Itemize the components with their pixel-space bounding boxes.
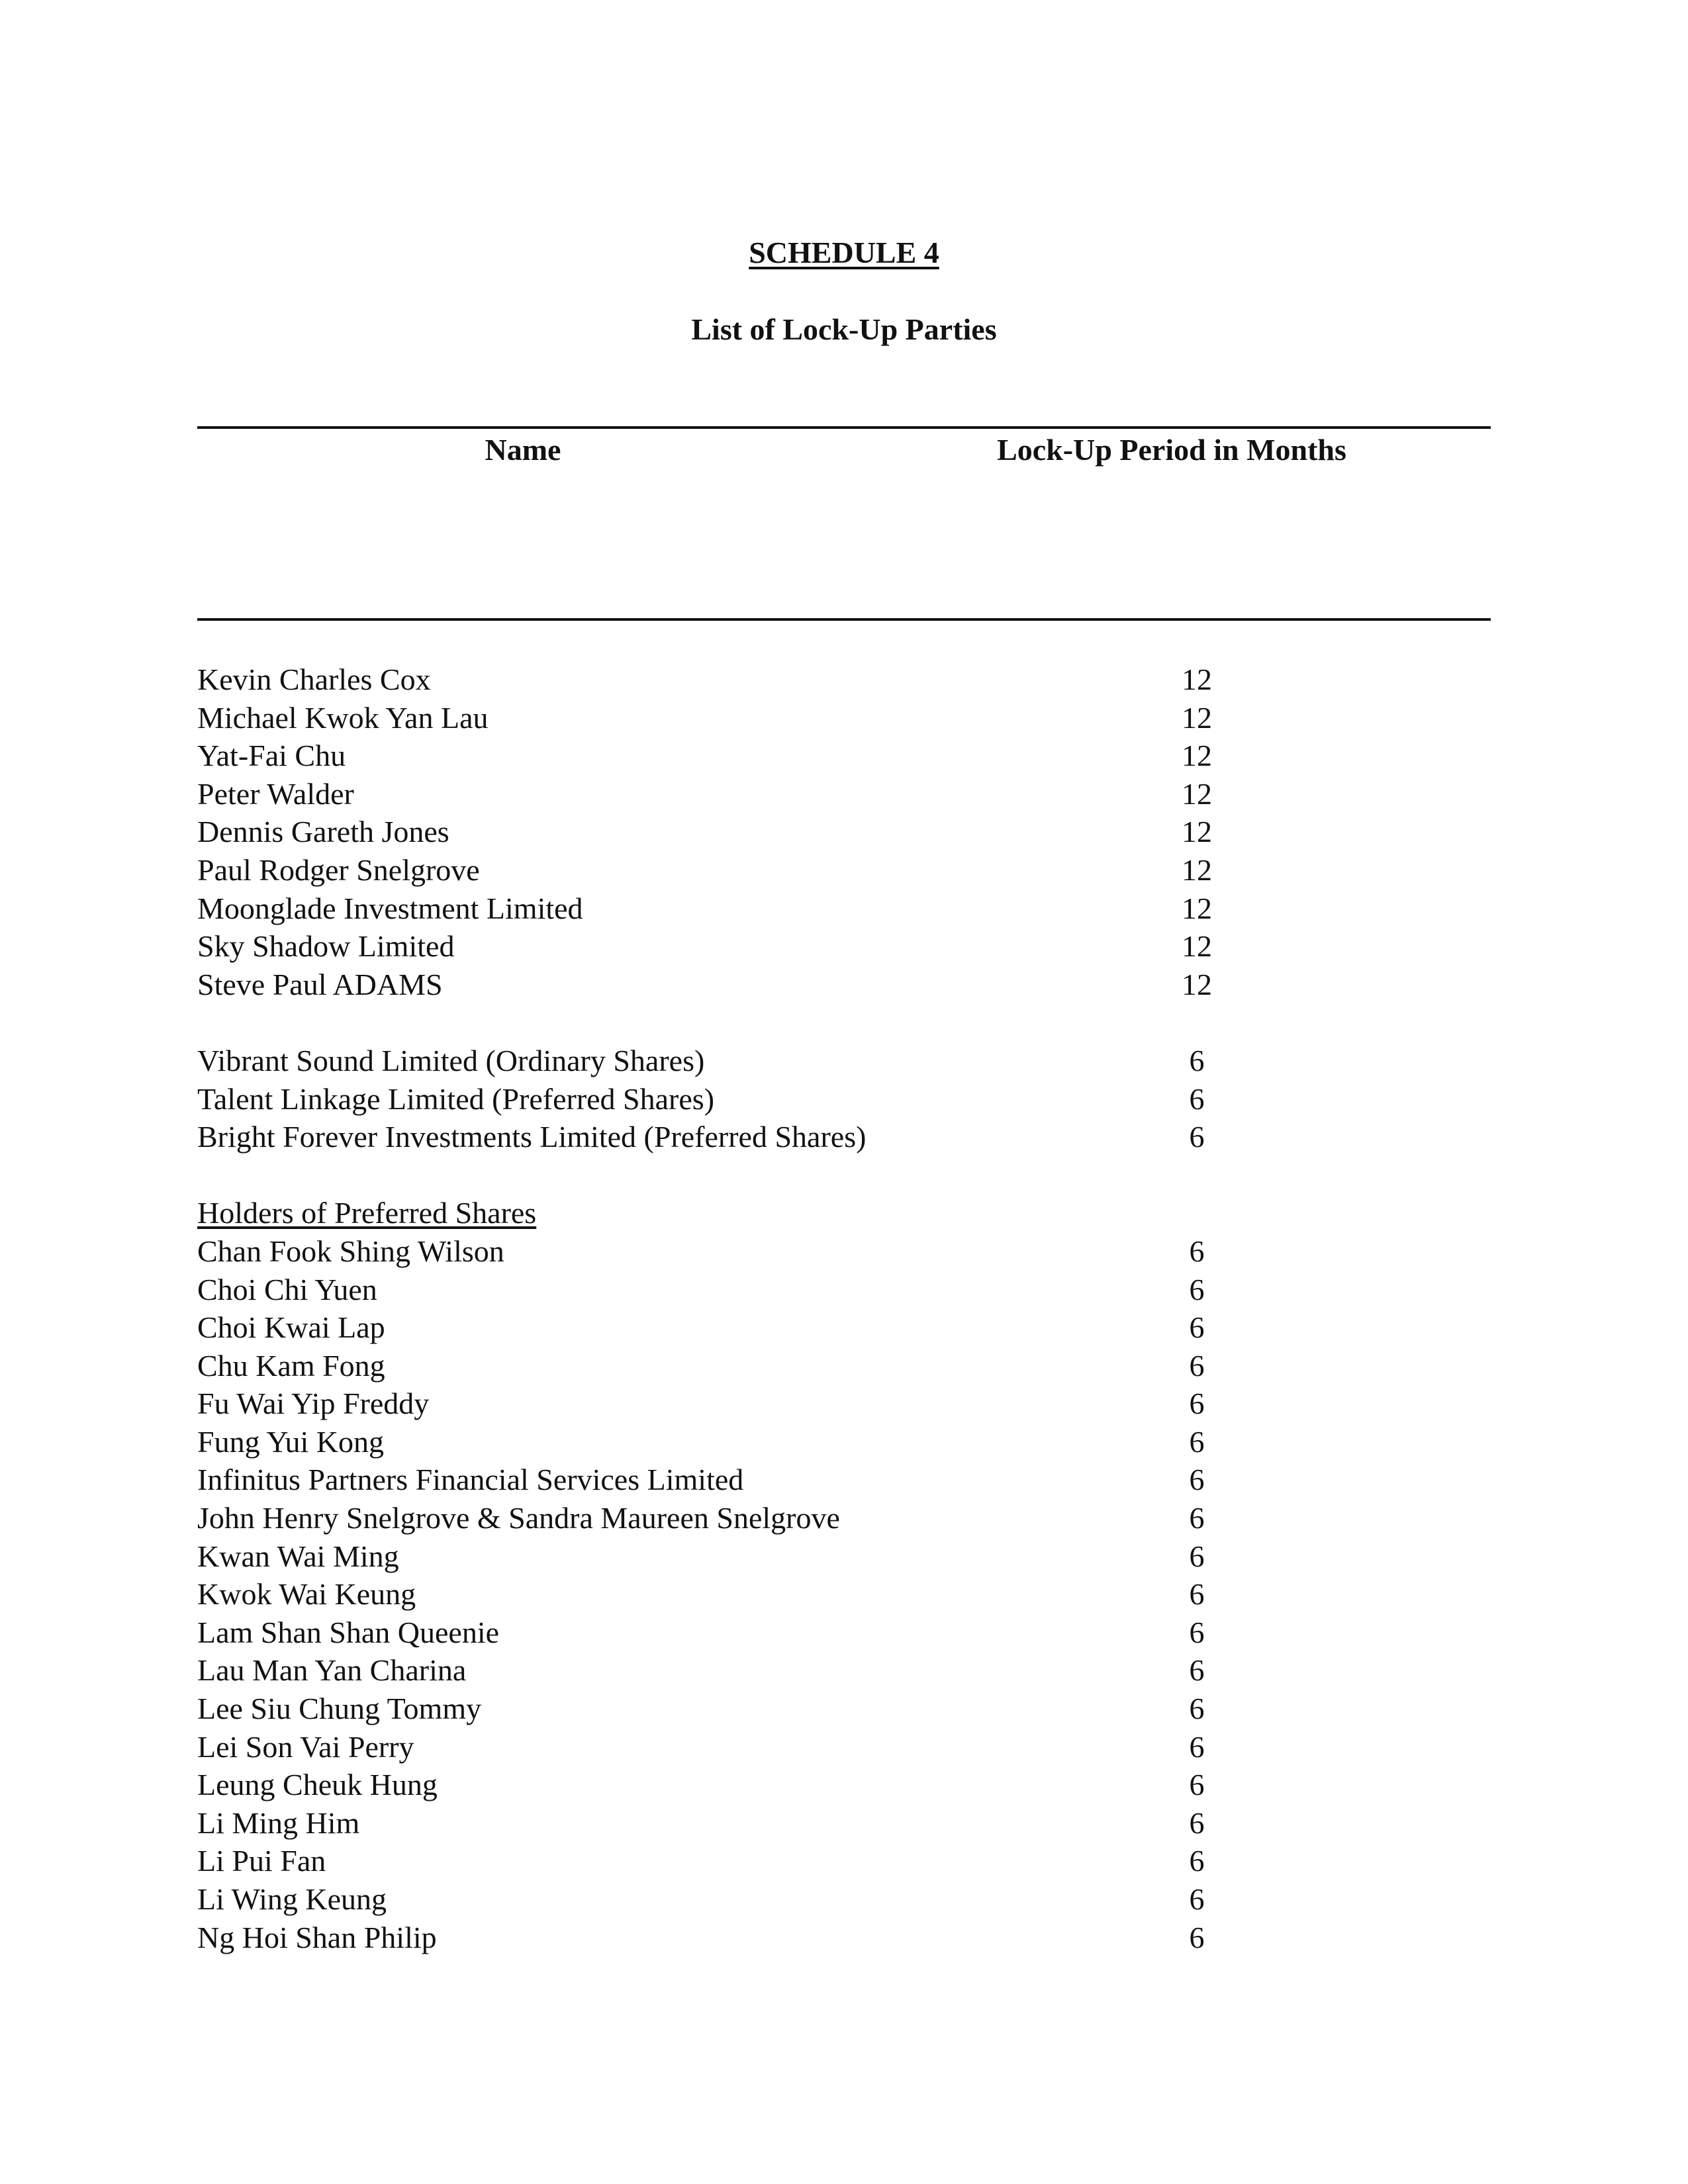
table-row (197, 1651, 1491, 1690)
lock-up-period: 6 (1189, 1120, 1205, 1154)
table-row (197, 775, 1491, 813)
party-name: Lam Shan Shan Queenie (197, 1615, 500, 1649)
party-name: Li Pui Fan (197, 1844, 326, 1878)
party-name: John Henry Snelgrove & Sandra Maureen Snelgrove (197, 1501, 840, 1535)
column-header-period: Lock-Up Period in Months (997, 433, 1346, 467)
lock-up-period: 12 (1182, 739, 1212, 773)
table-row (197, 927, 1491, 966)
table-row (197, 1042, 1491, 1080)
lock-up-period: 6 (1189, 1653, 1205, 1688)
party-name: Fu Wai Yip Freddy (197, 1387, 430, 1421)
table-row (197, 889, 1491, 928)
table-row (197, 1804, 1491, 1843)
lock-up-period: 6 (1189, 1272, 1205, 1306)
table-row (197, 966, 1491, 1004)
lock-up-period: 6 (1189, 1310, 1205, 1345)
party-name: Chan Fook Shing Wilson (197, 1234, 504, 1268)
table-row (197, 1461, 1491, 1499)
party-name: Chu Kam Fong (197, 1348, 385, 1383)
table-row (197, 737, 1491, 775)
lock-up-period: 12 (1182, 929, 1212, 964)
table-row (197, 660, 1491, 699)
lock-up-period: 6 (1189, 1577, 1205, 1612)
lock-up-period: 6 (1189, 1805, 1205, 1840)
party-name: Li Ming Him (197, 1805, 360, 1840)
party-name: Lau Man Yan Charina (197, 1653, 467, 1688)
lock-up-period: 6 (1189, 1387, 1205, 1421)
party-name: Li Wing Keung (197, 1882, 387, 1916)
table-row (197, 1575, 1491, 1614)
lock-up-period: 6 (1189, 1692, 1205, 1726)
column-header-name: Name (485, 433, 561, 467)
table-row (197, 1080, 1491, 1118)
table-row (197, 1271, 1491, 1309)
party-name: Leung Cheuk Hung (197, 1768, 438, 1802)
party-name: Steve Paul ADAMS (197, 967, 443, 1001)
table-row (197, 1537, 1491, 1576)
lock-up-parties-list (197, 660, 1491, 1956)
table-row (197, 1118, 1491, 1156)
table-header-bottom-rule (197, 618, 1491, 621)
party-name: Yat-Fai Chu (197, 739, 346, 773)
party-name: Ng Hoi Shan Philip (197, 1920, 437, 1954)
table-row (197, 1614, 1491, 1652)
table-row (197, 1728, 1491, 1766)
party-name: Vibrant Sound Limited (Ordinary Shares) (197, 1043, 705, 1077)
table-row (197, 1308, 1491, 1347)
schedule-subtitle: List of Lock-Up Parties (691, 312, 997, 346)
lock-up-period: 6 (1189, 1081, 1205, 1116)
preferred-holders-heading: Holders of Preferred Shares (197, 1196, 537, 1230)
party-name: Fung Yui Kong (197, 1424, 384, 1459)
party-name: Moonglade Investment Limited (197, 891, 583, 925)
party-name: Lee Siu Chung Tommy (197, 1692, 482, 1726)
table-row (197, 1347, 1491, 1385)
table-row (197, 851, 1491, 889)
lock-up-period: 12 (1182, 815, 1212, 849)
table-row (197, 1690, 1491, 1728)
party-name: Talent Linkage Limited (Preferred Shares) (197, 1081, 715, 1116)
lock-up-period: 6 (1189, 1539, 1205, 1573)
table-row (197, 1880, 1491, 1919)
table-row (197, 1423, 1491, 1461)
lock-up-period: 6 (1189, 1463, 1205, 1497)
party-name: Kevin Charles Cox (197, 662, 431, 696)
party-name: Kwan Wai Ming (197, 1539, 399, 1573)
lock-up-period: 6 (1189, 1234, 1205, 1268)
group-spacer (197, 1003, 1491, 1042)
section-heading-row (197, 1194, 1491, 1232)
party-name: Dennis Gareth Jones (197, 815, 449, 849)
lock-up-period: 6 (1189, 1043, 1205, 1077)
lock-up-period: 6 (1189, 1768, 1205, 1802)
table-row (197, 1766, 1491, 1804)
lock-up-period: 12 (1182, 662, 1212, 696)
table-row (197, 699, 1491, 737)
party-name: Kwok Wai Keung (197, 1577, 416, 1612)
lock-up-period: 12 (1182, 967, 1212, 1001)
lock-up-period: 12 (1182, 891, 1212, 925)
lock-up-period: 6 (1189, 1844, 1205, 1878)
party-name: Lei Son Vai Perry (197, 1729, 414, 1764)
lock-up-period: 6 (1189, 1348, 1205, 1383)
lock-up-period: 6 (1189, 1729, 1205, 1764)
party-name: Choi Kwai Lap (197, 1310, 385, 1345)
table-row (197, 1919, 1491, 1957)
party-name: Infinitus Partners Financial Services Limited (197, 1463, 744, 1497)
lock-up-period: 6 (1189, 1882, 1205, 1916)
lock-up-period: 6 (1189, 1920, 1205, 1954)
lock-up-period: 6 (1189, 1501, 1205, 1535)
lock-up-period: 6 (1189, 1615, 1205, 1649)
lock-up-period: 6 (1189, 1424, 1205, 1459)
table-row (197, 1232, 1491, 1271)
table-row (197, 1385, 1491, 1423)
party-name: Michael Kwok Yan Lau (197, 700, 489, 735)
party-name: Sky Shadow Limited (197, 929, 455, 964)
schedule-title: SCHEDULE 4 (749, 236, 939, 269)
table-top-rule (197, 426, 1491, 429)
lock-up-period: 12 (1182, 700, 1212, 735)
table-row (197, 1842, 1491, 1880)
party-name: Bright Forever Investments Limited (Preferred Shares) (197, 1120, 867, 1154)
lock-up-period: 12 (1182, 852, 1212, 887)
party-name: Paul Rodger Snelgrove (197, 852, 480, 887)
party-name: Peter Walder (197, 776, 354, 811)
table-row (197, 1499, 1491, 1537)
lock-up-period: 12 (1182, 776, 1212, 811)
party-name: Choi Chi Yuen (197, 1272, 377, 1306)
table-row (197, 813, 1491, 851)
group-spacer (197, 1156, 1491, 1195)
